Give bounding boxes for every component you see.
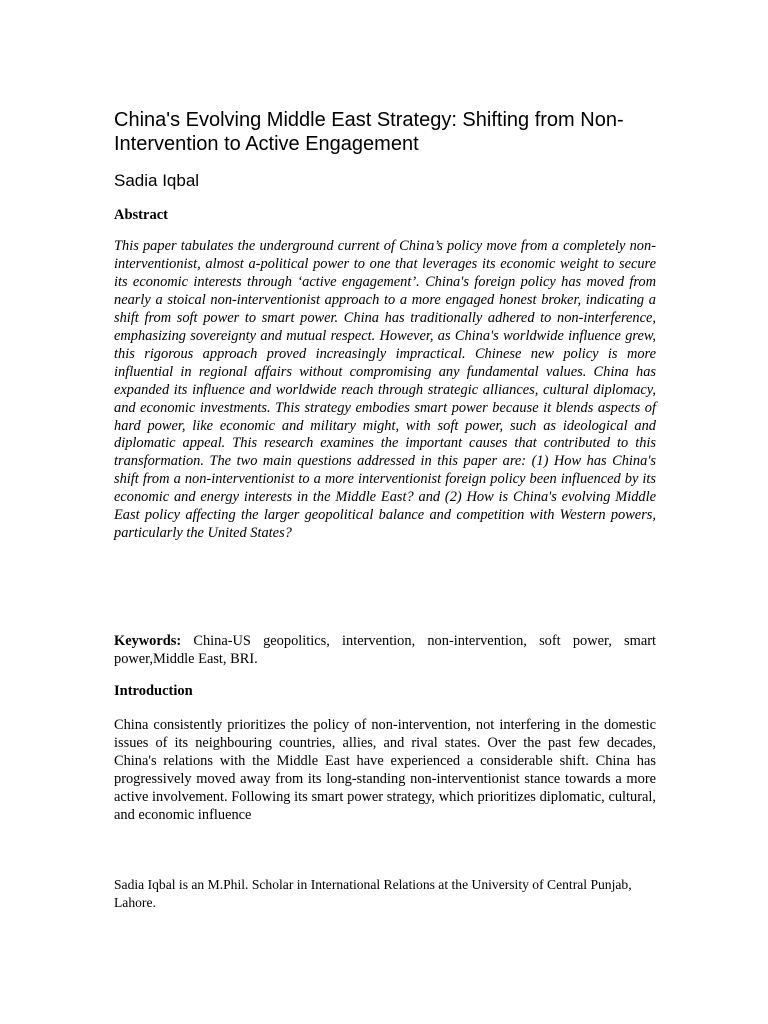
introduction-text: China consistently prioritizes the policy of non-intervention, not interfering in the domestic issues of its neighbouring countries, allies, and rival states. Over the past few decades, China's relations with the Middle East have experienced a considerable shift. China has progressively moved away from its long-standing non-interventionist stance towards a more active involvement. Following its smart power strategy, which prioritizes diplomatic, cultural, and economic influence <box>114 717 656 823</box>
author-name: Sadia Iqbal <box>114 171 200 190</box>
introduction-heading: Introduction <box>114 683 193 699</box>
keywords-list: China-US geopolitics, intervention, non-intervention, soft power, smart power,Middle East, BRI. <box>114 633 656 667</box>
abstract-text: This paper tabulates the underground current of China’s policy move from a completely non-interventionist, almost a-political power to one that leverages its economic weight to secure its economic interests through ‘active engagement’. China's foreign policy has moved from nearly a stoical non-interventionist approach to a more engaged honest broker, indicating a shift from soft power to smart power. China has traditionally adhered to non-interference, emphasizing sovereignty and mutual respect. However, as China's worldwide influence grew, this rigorous approach proved increasingly impractical. Chinese new policy is more influential in regional affairs without compromising any fundamental values. China has expanded its influence and worldwide reach through strategic alliances, cultural diplomacy, and economic investments. This strategy embodies smart power because it blends aspects of hard power, like economic and military might, with soft power, such as ideological and diplomatic appeal. This research examines the important causes that contributed to this transformation. The two main questions addressed in this paper are: (1) How has China's shift from a non-interventionist to a more interventionist foreign policy been influenced by its economic and energy interests in the Middle East? and (2) How is China's evolving Middle East policy affecting the larger geopolitical balance and competition with Western powers, particularly the United States? <box>114 238 656 542</box>
keywords-paragraph <box>114 632 656 668</box>
paper-title: China's Evolving Middle East Strategy: Shifting from Non-Intervention to Active Engagement <box>114 109 624 155</box>
keywords-label: Keywords: <box>114 633 182 649</box>
abstract-heading: Abstract <box>114 207 168 223</box>
author-footnote: Sadia Iqbal is an M.Phil. Scholar in International Relations at the University of Central Punjab, Lahore. <box>114 877 632 910</box>
